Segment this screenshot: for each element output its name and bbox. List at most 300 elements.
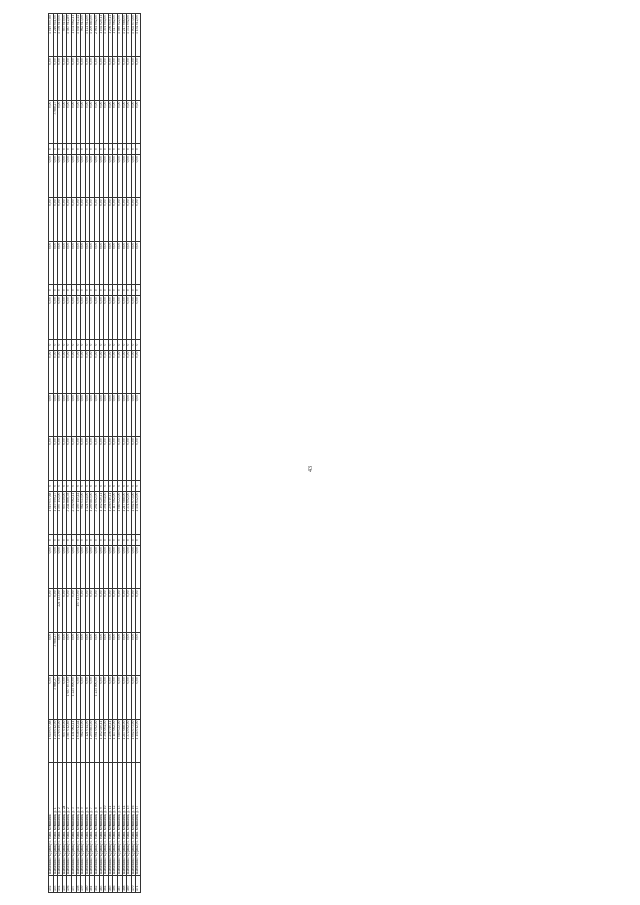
- value-cell: 0,00: [122, 437, 127, 480]
- address-cell: Шамонино-Буранку Г. Наш. Ковшкина, д. 9: [99, 763, 104, 876]
- value-cell: 157 133,00: [76, 589, 81, 632]
- value-cell: 0,00: [49, 100, 54, 143]
- value-cell: 0: [90, 144, 95, 155]
- value-cell: 0: [104, 535, 109, 546]
- value-cell: 0: [49, 535, 54, 546]
- value-cell: 0,00: [90, 296, 95, 339]
- value-cell: 0,00: [136, 676, 141, 719]
- value-cell: 0,00: [127, 546, 132, 589]
- value-cell: 0: [49, 339, 54, 350]
- value-cell: 0,00: [113, 589, 118, 632]
- value-cell: 0: [104, 285, 109, 296]
- row-number-cell: 463: [99, 876, 104, 893]
- value-cell: 0,00: [94, 589, 99, 632]
- value-cell: 0,00: [117, 676, 122, 719]
- value-cell: 0,00: [62, 241, 67, 284]
- value-cell: 0: [58, 339, 63, 350]
- value-cell: 0: [127, 339, 132, 350]
- row-number-cell: 452: [49, 876, 54, 893]
- value-cell: 1 089 022,00: [117, 719, 122, 762]
- value-cell: 0: [131, 285, 136, 296]
- value-cell: 0,00: [85, 676, 90, 719]
- value-cell: 0,00: [94, 57, 99, 100]
- value-cell: 0,00: [71, 241, 76, 284]
- row-number-cell: 454: [58, 876, 63, 893]
- value-cell: 0: [108, 339, 113, 350]
- value-cell: 0,00: [53, 394, 58, 437]
- value-cell: 0: [136, 144, 141, 155]
- value-cell: 0,00: [108, 100, 113, 143]
- value-cell: 1 121 014,00: [85, 491, 90, 534]
- value-cell: 3 292 092,00: [94, 491, 99, 534]
- value-cell: 0,00: [131, 57, 136, 100]
- row-number-cell: 459: [81, 876, 86, 893]
- page-number: 43: [308, 466, 314, 472]
- value-cell: 0,00: [49, 350, 54, 393]
- value-cell: 0,00: [94, 394, 99, 437]
- value-cell: 0,00: [117, 155, 122, 198]
- value-cell: 0: [53, 144, 58, 155]
- value-cell: 0: [90, 535, 95, 546]
- value-cell: 0,00: [127, 155, 132, 198]
- value-cell: 0: [85, 339, 90, 350]
- value-cell: 0,00: [122, 100, 127, 143]
- value-cell: 0: [122, 339, 127, 350]
- value-cell: 0,00: [67, 198, 72, 241]
- value-cell: 0: [71, 285, 76, 296]
- value-cell: 0,00: [67, 632, 72, 675]
- value-cell: 0,00: [85, 437, 90, 480]
- value-cell: 0,00: [113, 57, 118, 100]
- value-cell: 0,00: [122, 350, 127, 393]
- value-cell: 0,00: [67, 589, 72, 632]
- value-cell: 0,00: [113, 100, 118, 143]
- value-cell: 0,00: [90, 394, 95, 437]
- value-cell: 0,00: [94, 632, 99, 675]
- value-cell: 0: [85, 535, 90, 546]
- value-cell: 1 019 057,88: [49, 719, 54, 762]
- value-cell: 0: [127, 535, 132, 546]
- value-cell: 0,00: [108, 350, 113, 393]
- value-cell: 0,00: [62, 296, 67, 339]
- value-cell: 0,00: [99, 155, 104, 198]
- value-cell: 0: [131, 480, 136, 491]
- value-cell: 0,00: [131, 546, 136, 589]
- address-cell: Шамонино-Буранку Г. Наш. Ковшкина: [49, 763, 54, 876]
- value-cell: 0: [127, 285, 132, 296]
- value-cell: 0: [99, 339, 104, 350]
- value-cell: 0,00: [81, 589, 86, 632]
- value-cell: 0,00: [136, 296, 141, 339]
- row-number-cell: 467: [117, 876, 122, 893]
- value-cell: 0,00: [67, 155, 72, 198]
- value-cell: 0,00: [71, 100, 76, 143]
- value-cell: 0: [67, 535, 72, 546]
- row-number-cell: 460: [85, 876, 90, 893]
- value-cell: 1 002 073,00: [131, 14, 136, 57]
- address-cell: Шамонино-Буранку Г. Наш. Ковшкина, д. 7: [90, 763, 95, 876]
- value-cell: 1 038 012,44: [76, 719, 81, 762]
- value-cell: 0,00: [62, 350, 67, 393]
- value-cell: 1 195 145,44: [76, 491, 81, 534]
- value-cell: 0,00: [58, 350, 63, 393]
- value-cell: 0,00: [127, 296, 132, 339]
- value-cell: 0,00: [104, 57, 109, 100]
- value-cell: 1 217 088,00: [122, 14, 127, 57]
- value-cell: 1 117 062,00: [113, 491, 118, 534]
- value-cell: 0: [117, 144, 122, 155]
- value-cell: 0,00: [62, 394, 67, 437]
- value-cell: 0,00: [81, 241, 86, 284]
- value-cell: 0: [71, 339, 76, 350]
- value-cell: 0,00: [76, 676, 81, 719]
- value-cell: 1 256 010,11: [108, 14, 113, 57]
- value-cell: 0,00: [85, 350, 90, 393]
- value-cell: 0,00: [104, 589, 109, 632]
- value-cell: 0: [67, 144, 72, 155]
- value-cell: 0,00: [67, 100, 72, 143]
- value-cell: 0: [49, 285, 54, 296]
- value-cell: 1 002 073,00: [131, 491, 136, 534]
- value-cell: 0,00: [67, 57, 72, 100]
- value-cell: 0,00: [131, 676, 136, 719]
- value-cell: 0,00: [67, 546, 72, 589]
- value-cell: 0: [94, 144, 99, 155]
- value-cell: 0: [117, 285, 122, 296]
- value-cell: 0,00: [71, 437, 76, 480]
- value-cell: 1 019 057,88: [49, 14, 54, 57]
- value-cell: 0,00: [49, 155, 54, 198]
- value-cell: 1 221 000,00: [71, 676, 76, 719]
- value-cell: 0,00: [49, 198, 54, 241]
- value-cell: 0,00: [136, 437, 141, 480]
- value-cell: 0: [104, 339, 109, 350]
- value-cell: 0,00: [90, 632, 95, 675]
- value-cell: 0,00: [53, 296, 58, 339]
- value-cell: 0: [62, 285, 67, 296]
- value-cell: 0: [90, 285, 95, 296]
- value-cell: 0,00: [108, 394, 113, 437]
- value-cell: 0,00: [104, 296, 109, 339]
- value-cell: 0,00: [53, 57, 58, 100]
- value-cell: 0,00: [99, 296, 104, 339]
- value-cell: 0,00: [94, 155, 99, 198]
- value-cell: 0,00: [76, 198, 81, 241]
- value-cell: 0,00: [108, 198, 113, 241]
- value-cell: 0,00: [90, 437, 95, 480]
- value-cell: 0,00: [62, 155, 67, 198]
- value-cell: 0,00: [81, 546, 86, 589]
- row-number-cell: 461: [90, 876, 95, 893]
- value-cell: 0: [136, 535, 141, 546]
- value-cell: 0: [53, 535, 58, 546]
- value-cell: 0: [108, 285, 113, 296]
- value-cell: 1 117 062,00: [113, 14, 118, 57]
- value-cell: 0,00: [99, 546, 104, 589]
- value-cell: 0,00: [117, 198, 122, 241]
- value-cell: 0,00: [81, 350, 86, 393]
- value-cell: 3 988,27: [53, 632, 58, 675]
- value-cell: 0,00: [94, 241, 99, 284]
- value-cell: 3 988,27: [53, 676, 58, 719]
- value-cell: 0,00: [62, 676, 67, 719]
- value-cell: 1 376 019,00: [58, 719, 63, 762]
- value-cell: 0,00: [85, 241, 90, 284]
- value-cell: 0: [113, 535, 118, 546]
- value-cell: 0,00: [58, 546, 63, 589]
- value-cell: 1 154 012,00: [136, 491, 141, 534]
- value-cell: 1 131 062,11: [71, 719, 76, 762]
- value-cell: 0: [58, 285, 63, 296]
- value-cell: 1 391 004,00: [104, 491, 109, 534]
- value-cell: 0,00: [127, 100, 132, 143]
- value-cell: 0,00: [136, 198, 141, 241]
- row-number-cell: 462: [94, 876, 99, 893]
- value-cell: 0: [85, 480, 90, 491]
- row-number-cell: 456: [67, 876, 72, 893]
- value-cell: 0: [113, 480, 118, 491]
- value-cell: 0,00: [49, 241, 54, 284]
- value-cell: 1 587 012,89: [67, 14, 72, 57]
- value-cell: 0: [104, 480, 109, 491]
- value-cell: 0: [85, 285, 90, 296]
- value-cell: 0,00: [127, 241, 132, 284]
- address-cell: Шамонино-Буранку Г. Наш. Ковшкина, д. 11: [108, 763, 113, 876]
- value-cell: 0,00: [76, 632, 81, 675]
- value-cell: 0,00: [85, 546, 90, 589]
- value-cell: 0: [62, 339, 67, 350]
- value-cell: 0,00: [62, 589, 67, 632]
- value-cell: 0: [131, 144, 136, 155]
- value-cell: 0,00: [90, 589, 95, 632]
- value-cell: 0,00: [81, 437, 86, 480]
- value-cell: 0,00: [122, 198, 127, 241]
- value-cell: 0: [94, 480, 99, 491]
- value-cell: 1 154 012,00: [136, 14, 141, 57]
- value-cell: 0,00: [58, 100, 63, 143]
- row-number-cell: 470: [131, 876, 136, 893]
- value-cell: 0: [117, 480, 122, 491]
- value-cell: 0: [53, 339, 58, 350]
- value-cell: 1 374 092,00: [127, 14, 132, 57]
- value-cell: 0,00: [99, 437, 104, 480]
- value-cell: 1 121 014,00: [85, 719, 90, 762]
- value-cell: 0,00: [71, 589, 76, 632]
- value-cell: 0,00: [113, 296, 118, 339]
- value-cell: 1 131 062,11: [71, 14, 76, 57]
- value-cell: 0,00: [81, 676, 86, 719]
- value-cell: 0: [76, 339, 81, 350]
- value-cell: 0,00: [131, 296, 136, 339]
- value-cell: 0,00: [71, 296, 76, 339]
- value-cell: 0,00: [136, 155, 141, 198]
- address-cell: Шамонино-Буранку Г. Наш. Ковшкина, д. 14: [122, 763, 127, 876]
- address-cell: Шамонино-Буранку Г. Наш. Ковшкина, д. 17: [136, 763, 141, 876]
- value-cell: 0: [81, 285, 86, 296]
- value-cell: 0,00: [49, 296, 54, 339]
- value-cell: 0,00: [99, 589, 104, 632]
- value-cell: 0,00: [127, 57, 132, 100]
- value-cell: 0,00: [85, 632, 90, 675]
- value-cell: 0: [108, 480, 113, 491]
- value-cell: 0: [81, 144, 86, 155]
- address-cell: Шамонино-Буранку Г. Наш. Ковшкина, д. 12: [113, 763, 118, 876]
- value-cell: 0,00: [117, 632, 122, 675]
- value-cell: 0: [58, 144, 63, 155]
- value-cell: 0,00: [62, 632, 67, 675]
- value-cell: 1 121 014,00: [85, 14, 90, 57]
- value-cell: 0: [53, 480, 58, 491]
- value-cell: 0,00: [99, 394, 104, 437]
- value-cell: 0,00: [127, 198, 132, 241]
- value-cell: 0,00: [76, 241, 81, 284]
- value-cell: 0,00: [62, 100, 67, 143]
- value-cell: 0,00: [90, 100, 95, 143]
- value-cell: 0,00: [108, 57, 113, 100]
- value-cell: 1 117 062,00: [113, 719, 118, 762]
- table-body: [49, 14, 141, 893]
- value-cell: 0,00: [58, 155, 63, 198]
- value-cell: 0,00: [67, 296, 72, 339]
- value-cell: 0,00: [94, 546, 99, 589]
- value-cell: 0,00: [117, 589, 122, 632]
- value-cell: 0,00: [136, 241, 141, 284]
- value-cell: 0,00: [117, 57, 122, 100]
- value-cell: 0,00: [76, 155, 81, 198]
- value-cell: 0,00: [81, 394, 86, 437]
- value-cell: 0: [67, 480, 72, 491]
- value-cell: 0,00: [117, 296, 122, 339]
- value-cell: 0,00: [90, 57, 95, 100]
- value-cell: 0,00: [108, 632, 113, 675]
- value-cell: 962 013,00: [81, 719, 86, 762]
- value-cell: 0,00: [58, 394, 63, 437]
- value-cell: 0,00: [76, 100, 81, 143]
- value-cell: 0,00: [58, 437, 63, 480]
- value-cell: 0,00: [53, 589, 58, 632]
- value-cell: 0: [131, 535, 136, 546]
- value-cell: 0: [62, 535, 67, 546]
- value-cell: 0,00: [71, 198, 76, 241]
- value-cell: 0,00: [99, 57, 104, 100]
- value-cell: 0: [49, 144, 54, 155]
- value-cell: 0,00: [94, 350, 99, 393]
- value-cell: 1 256 010,11: [108, 491, 113, 534]
- value-cell: 0,00: [58, 676, 63, 719]
- value-cell: 0,00: [76, 296, 81, 339]
- value-cell: 0,00: [117, 546, 122, 589]
- row-number-cell: 458: [76, 876, 81, 893]
- value-cell: 0,00: [49, 437, 54, 480]
- value-cell: 957 019,00: [62, 491, 67, 534]
- value-cell: 0,00: [85, 296, 90, 339]
- value-cell: 0: [122, 480, 127, 491]
- value-cell: 0: [136, 339, 141, 350]
- value-cell: 0: [67, 285, 72, 296]
- value-cell: 1 089 022,00: [117, 491, 122, 534]
- value-cell: 0,00: [85, 198, 90, 241]
- address-cell: Шамонино-Буранку Г. Наш. Ковшкина, д. 3: [71, 763, 76, 876]
- value-cell: 1 374 092,00: [127, 719, 132, 762]
- value-cell: 0,00: [71, 57, 76, 100]
- value-cell: 0,00: [122, 296, 127, 339]
- value-cell: 0: [58, 480, 63, 491]
- value-cell: 0,00: [53, 198, 58, 241]
- value-cell: 0,00: [104, 437, 109, 480]
- value-cell: 0,00: [58, 632, 63, 675]
- value-cell: 0,00: [108, 296, 113, 339]
- value-cell: 0,00: [136, 350, 141, 393]
- value-cell: 0,00: [108, 676, 113, 719]
- address-cell: Шамонино-Буранку Г. Наш. Ковшкина, д. 4: [76, 763, 81, 876]
- value-cell: 0,00: [71, 155, 76, 198]
- value-cell: 0: [90, 339, 95, 350]
- value-cell: 0,00: [108, 241, 113, 284]
- value-cell: 0: [94, 285, 99, 296]
- value-cell: 0,00: [49, 57, 54, 100]
- value-cell: 1 209 883,00: [90, 491, 95, 534]
- address-cell: Шамонино-Буранку Г. Наш. Ковшкина, д. 10: [104, 763, 109, 876]
- row-number-cell: 455: [62, 876, 67, 893]
- value-cell: 0,00: [53, 155, 58, 198]
- value-cell: 0,00: [58, 198, 63, 241]
- value-cell: 0,00: [104, 100, 109, 143]
- value-cell: 0,00: [131, 241, 136, 284]
- value-cell: 0: [76, 144, 81, 155]
- value-cell: 0: [67, 339, 72, 350]
- value-cell: 1 376 019,00: [58, 14, 63, 57]
- value-cell: 962 013,00: [81, 14, 86, 57]
- value-cell: 0,00: [108, 437, 113, 480]
- value-cell: 0,00: [99, 350, 104, 393]
- value-cell: 0,00: [71, 350, 76, 393]
- value-cell: 0: [136, 285, 141, 296]
- value-cell: 0: [113, 144, 118, 155]
- value-cell: 0,00: [127, 394, 132, 437]
- value-cell: 0,00: [136, 589, 141, 632]
- value-cell: 0,00: [90, 241, 95, 284]
- value-cell: 957 019,00: [62, 14, 67, 57]
- value-cell: 0: [71, 144, 76, 155]
- value-cell: 1 102 020,11: [99, 491, 104, 534]
- value-cell: 1 102 020,11: [99, 14, 104, 57]
- value-cell: 0,00: [53, 437, 58, 480]
- value-cell: 1 597 152,00: [58, 491, 63, 534]
- value-cell: 0,00: [131, 394, 136, 437]
- value-cell: 1 374 092,00: [127, 491, 132, 534]
- value-cell: 0,00: [49, 676, 54, 719]
- value-cell: 1 216 011,00: [53, 14, 58, 57]
- value-cell: 0: [90, 480, 95, 491]
- value-cell: 0,00: [71, 632, 76, 675]
- value-cell: 0,00: [90, 155, 95, 198]
- value-cell: 0,00: [104, 350, 109, 393]
- value-cell: 0: [76, 480, 81, 491]
- row-number-cell: 471: [136, 876, 141, 893]
- address-cell: Шамонино-Буранку Г. Наш. Ковшкина, д. 16: [131, 763, 136, 876]
- value-cell: 0,00: [113, 241, 118, 284]
- value-cell: 1 231 000,00: [94, 676, 99, 719]
- value-cell: 0,00: [117, 100, 122, 143]
- value-cell: 0,00: [113, 632, 118, 675]
- value-cell: 0,00: [136, 100, 141, 143]
- value-cell: 0,00: [99, 198, 104, 241]
- value-cell: 0: [76, 285, 81, 296]
- rotated-table-region: [48, 13, 600, 893]
- value-cell: 0,00: [62, 546, 67, 589]
- value-cell: 0,00: [94, 296, 99, 339]
- value-cell: 0: [122, 285, 127, 296]
